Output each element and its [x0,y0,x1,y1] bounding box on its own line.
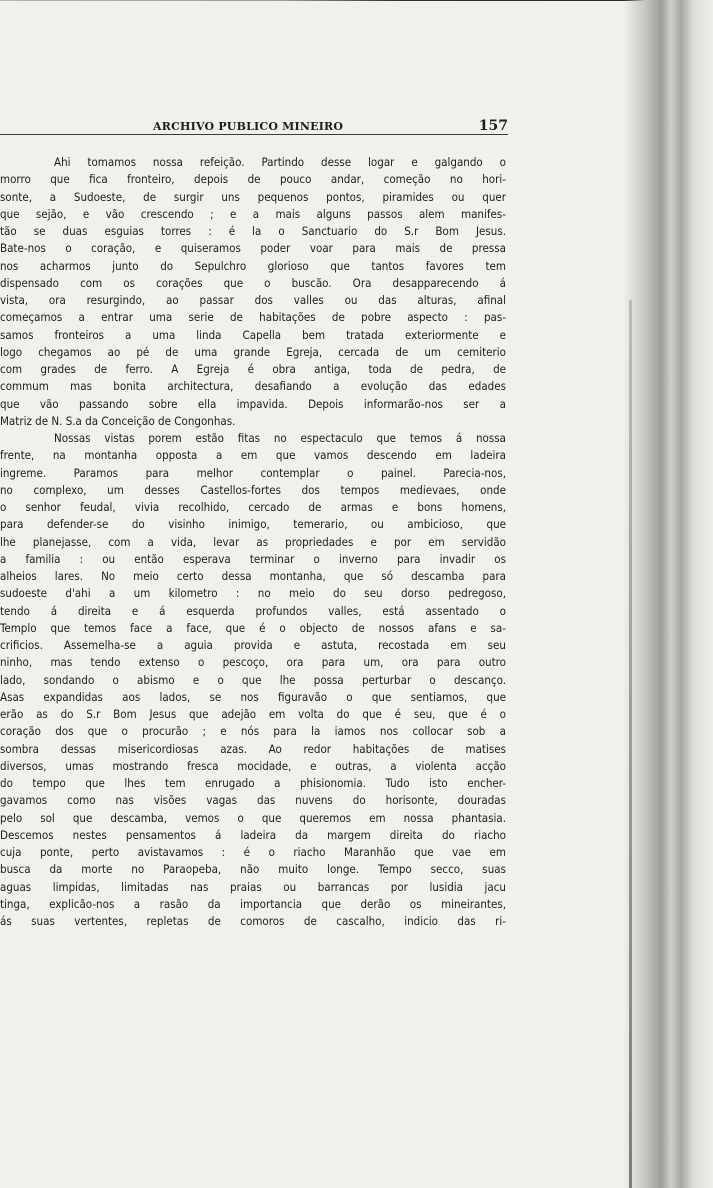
text-line: lado, sondando o abismo e o que lhe possa perturbar o descanço. [0,672,506,687]
text-line: com grades de ferro. A Egreja é obra antiga, toda de pedra, de [0,362,506,376]
text-line: sombra dessas misericordiosas azas. Ao redor habitações de matises [0,741,506,756]
text-line: a familia : ou então esperava terminar o inverno para invadir os [0,551,506,566]
text-line: commum mas bonita architectura, desafiando a evolução das edades [0,379,506,394]
text-line: o senhor feudal, vivia recolhido, cercado de armas e bons homens, [0,500,506,514]
text-line: tão se duas esguias torres : é la o Sanctuario do S.r Bom Jesus. [0,224,506,238]
text-line: lhe planejasse, com a vida, levar as propriedades e por em servidão [0,534,506,549]
text-line: do tempo que lhes tem enrugado a phisionomia. Tudo isto encher- [0,776,506,790]
text-line: Ahi tomamos nossa refeição. Partindo desse logar e galgando o [54,155,506,169]
text-line: crificios. Assemelha-se a aguia provida e astuta, recostada em seu [0,638,506,652]
page-number: 157 [478,118,508,134]
body-text [0,154,506,930]
text-line: frente, na montanha opposta a em que vamos descendo em ladeira [0,448,506,463]
header-rule [0,134,508,135]
text-line: ingreme. Paramos para melhor contemplar o painel. Parecia-nos, [0,465,506,480]
text-line: tendo á direita e á esquerda profundos valles, está assentado o [0,603,506,618]
top-border [0,0,713,1]
text-line: dispensado com os corações que o buscão. Ora desapparecendo á [0,275,506,290]
text-line: aguas limpidas, limitadas nas praias ou barrancas por lusidia jacu [0,879,506,894]
text-line: samos fronteiros a uma linda Capella bem tratada exteriormente e [0,327,506,342]
text-line: erão as do S.r Bom Jesus que adejão em volta do que é seu, que é o [0,707,506,721]
text-line: gavamos como nas visões vagas das nuvens do horisonte, douradas [0,793,506,808]
text-line: logo chegamos ao pé de uma grande Egreja, cercada de um cemiterio [0,344,506,359]
text-line: sudoeste d'ahi a um kilometro : no meio do seu dorso pedregoso, [0,586,506,601]
text-line: cuja ponte, perto avistavamos : é o riacho Maranhão que vae em [0,845,506,859]
text-line: que sejão, e vão crescendo ; e a mais alguns passos alem manifes- [0,206,506,221]
text-line: tinga, explicão-nos a rasão da importancia que derão os mineirantes, [0,896,506,911]
text-line: começamos a entrar uma serie de habitações de pobre aspecto : pas- [0,310,506,325]
text-line: coração dos que o procurão ; e nós para la iamos nos collocar sob a [0,724,506,739]
text-line: alheios lares. No meio certo dessa montanha, que só descamba para [0,569,506,583]
text-line: Descemos nestes pensamentos á ladeira da margem direita do riacho [0,827,506,842]
page-edge-shadow [623,0,713,1188]
text-line: para defender-se do visinho inimigo, temerario, ou ambicioso, que [0,517,506,532]
text-line: pelo sol que descamba, vemos o que queremos em nossa phantasia. [0,810,506,825]
text-line: busca da morte no Paraopeba, não muito longe. Tempo secco, suas [0,862,506,877]
text-line: morro que fica fronteiro, depois de pouco andar, começão no hori- [0,172,506,187]
text-line: no complexo, um desses Castellos-fortes dos tempos medievaes, onde [0,482,506,497]
text-line: diversos, umas mostrando fresca mocidade, e outras, a violenta acção [0,758,506,773]
text-line: ás suas vertentes, repletas de comoros de cascalho, indicio das ri- [0,914,506,928]
text-line: sonte, a Sudoeste, de surgir uns pequenos pontos, piramides ou quer [0,189,506,204]
text-line: Templo que temos face a face, que é o objecto de nossos afans e sa- [0,620,506,635]
text-line: Matriz de N. S.a da Conceição de Congonhas. [0,413,236,428]
text-line: ninho, mas tendo extenso o pescoço, ora para um, ora para outro [0,655,506,670]
running-head: ARCHIVO PUBLICO MINEIRO [153,120,344,133]
text-line: Asas expandidas aos lados, se nos figuravão o que sentiamos, que [0,689,506,704]
text-line: que vão passando sobre ella impavida. Depois informarão-nos ser a [0,396,506,411]
text-line: Bate-nos o coração, e quiseramos poder voar para mais de pressa [0,241,506,256]
text-line: vista, ora resurgindo, ao passar dos valles ou das alturas, afinal [0,293,506,307]
text-line: nos acharmos junto do Sepulchro glorioso que tantos favores tem [0,258,506,273]
text-line: Nossas vistas porem estão fitas no espectaculo que temos á nossa [54,431,506,445]
